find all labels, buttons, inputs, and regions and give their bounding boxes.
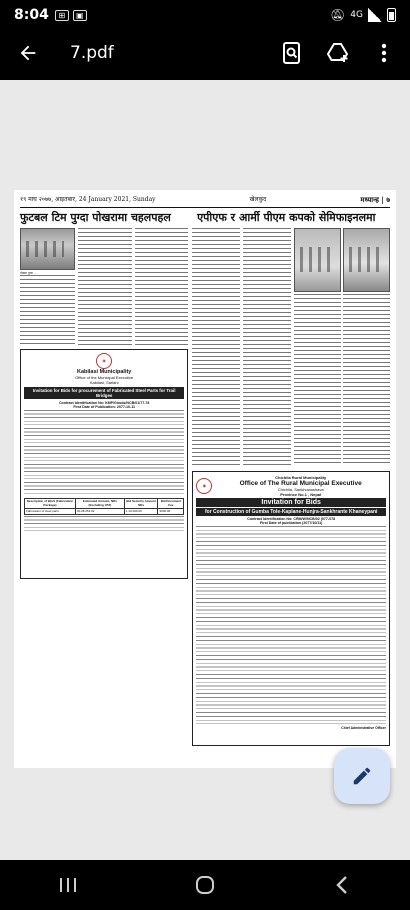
photo-caption: पोखरा पुग्दा ... (20, 270, 37, 275)
headline-football: फुटबल टिम पुग्दा पोखरामा चहलपहल (20, 211, 171, 224)
ad2-office: Chichila Rural Municipality (275, 474, 327, 480)
article-column (78, 228, 132, 346)
notification-icons (55, 10, 87, 21)
ad2-place: Chichila, Sankhuwashava (277, 486, 324, 492)
recents-button[interactable] (38, 865, 98, 905)
search-in-document-button[interactable] (276, 37, 308, 69)
ad2-contract: Contract Identification No: CRM/W/NCB/02 (077-078 (247, 516, 336, 521)
article-column (135, 228, 189, 346)
status-bar (0, 0, 410, 30)
ad1-org: Kabilasi Municipality (76, 368, 132, 375)
masthead-date: १९ माघ २०७७, आइतबार, 24 January 2021, Sunday (20, 196, 156, 203)
more-options-button[interactable] (368, 37, 400, 69)
status-time: 8:04 (14, 7, 49, 23)
page-masthead (20, 195, 390, 208)
home-button[interactable] (175, 865, 235, 905)
status-right (330, 8, 396, 22)
pdf-viewer[interactable] (0, 80, 410, 860)
ad1-office: Office of the Municipal Executive (75, 374, 134, 380)
article-column (243, 228, 291, 468)
ad2-signature: Chief Administrative Officer (341, 725, 386, 730)
back-arrow-icon (17, 42, 39, 64)
system-nav-bar (0, 860, 410, 910)
ad-chichila (192, 471, 390, 746)
system-back-button[interactable] (312, 865, 372, 905)
network-type: 4G (350, 10, 363, 20)
article-column (343, 294, 390, 464)
back-button[interactable] (10, 35, 46, 71)
football-photo (20, 228, 75, 270)
ad2-date: First Date of publication (2077/10/11) (260, 520, 323, 525)
app-bar (0, 30, 410, 76)
chevron-left-icon (335, 875, 349, 895)
cricket-photo-1 (294, 228, 341, 292)
document-title: 7.pdf (70, 43, 114, 63)
gallery-icon: ▣ (73, 10, 87, 21)
ad1-contract: Contract Identification No: KMP/Goods/NCB/01/77-78 (58, 400, 150, 405)
ad2-title: Office of The Rural Municipal Executive (239, 479, 362, 487)
article-column (294, 294, 341, 464)
ad1-band: Invitation for Bids for procurement of Fabricated Steel Parts for Trail Bridges (24, 387, 184, 399)
ad2-band-title: Invitation for Bids (196, 498, 386, 507)
article-column (20, 275, 75, 345)
mute-icon: 🔕︎ (330, 8, 346, 22)
ad1-place: Kabilasi, Sarlahi (89, 379, 119, 385)
ad1-table: Description of Work (Fabrication Package) Estimated Amount, NRs (Excluding VAT) Bid Security Amount NRs Bid Document Fee Fabrication of steel parts 40,28,253.02 1,10,000.00 3000.00 (24, 498, 184, 515)
signal-icon (368, 8, 382, 22)
pdf-page[interactable] (14, 190, 396, 768)
ad1-body-text (24, 410, 184, 496)
notification-icon: ⊞ (55, 10, 69, 21)
masthead-publication: मध्यान्ह | ७ (360, 195, 390, 204)
battery-icon (387, 8, 396, 22)
home-icon (195, 875, 215, 895)
ad2-body-text (196, 526, 386, 724)
rural-municipality-logo-icon: ◉ (196, 478, 212, 494)
ad-kabilasi (20, 349, 188, 579)
recents-icon (58, 876, 78, 894)
ad2-province: Province No.1 , Nepal (280, 491, 322, 497)
ad2-band-subtitle: for Construction of Gumba Tole-Kaplane-Hunjra-Sankhrante Khaneypani (196, 508, 386, 516)
add-to-drive-button[interactable] (322, 37, 354, 69)
masthead-section: खेलकुद (249, 196, 267, 203)
ad1-date: First Date of Publication: 2077-10-11 (73, 404, 136, 409)
pencil-icon (351, 765, 373, 787)
ad1-footer-text (24, 516, 184, 534)
search-document-icon (281, 41, 303, 65)
cricket-photo-2 (343, 228, 390, 292)
headline-pm-cup: एपीएफ र आर्मी पीएम कपको सेमिफाइनलमा (197, 211, 376, 224)
municipality-logo-icon: ◉ (96, 353, 112, 369)
more-vert-icon (381, 43, 387, 63)
drive-add-icon (326, 42, 350, 64)
edit-fab-button[interactable] (334, 748, 390, 804)
article-column (192, 228, 240, 468)
